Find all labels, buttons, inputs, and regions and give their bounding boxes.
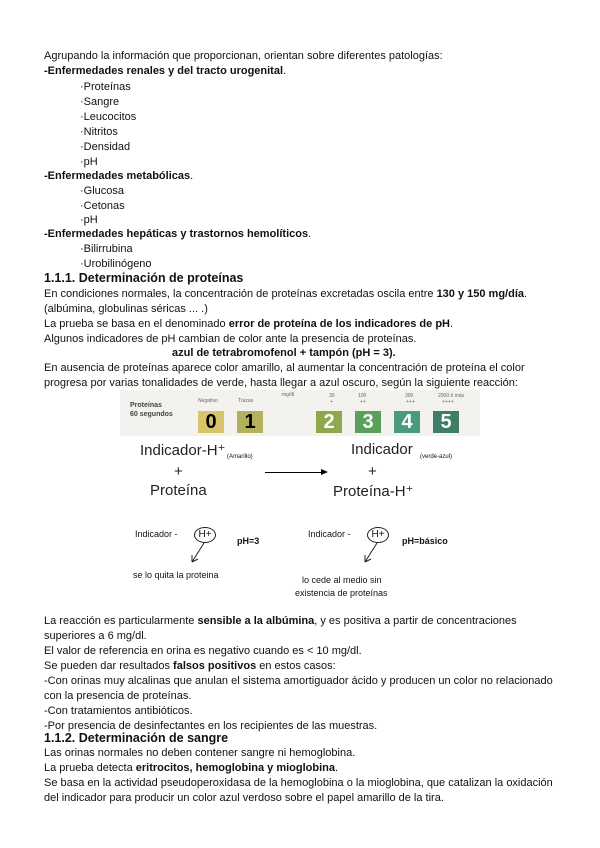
scale-label: 2000 ó más (438, 393, 465, 399)
down-arrow-icon (361, 542, 381, 566)
list-item: ·Proteínas (80, 81, 131, 93)
paragraph: -Por presencia de desinfectantes en los recipientes de las muestras. (44, 720, 378, 732)
paragraph: -Con tratamientos antibióticos. (44, 705, 193, 717)
figure-label: Proteínas (130, 402, 162, 409)
scale-label: Negativo (198, 398, 218, 404)
down-arrow-icon (188, 542, 208, 566)
figure-label: 60 segundos (130, 411, 173, 418)
color-swatch: 1 (237, 411, 263, 433)
paragraph: progresa por varias tonalidades de verde, hasta llegar a azul oscuro, según la siguiente reacción: (44, 377, 518, 389)
indicator-label: Indicador - (308, 529, 351, 539)
color-swatch: 0 (198, 411, 224, 433)
proton-circle: H+ (367, 527, 389, 543)
scale-label: 300 (405, 393, 414, 399)
list-item: ·Cetonas (80, 200, 125, 212)
list-item: ·Urobilinógeno (80, 258, 152, 270)
scale-sub: ++++ (442, 399, 454, 405)
reagent-formula: azul de tetrabromofenol + tampón (pH = 3). (172, 347, 396, 359)
paragraph: En ausencia de proteínas aparece color amarillo, al aumentar la concentración de proteína el color (44, 362, 525, 374)
figure-note: se lo quita la proteina (133, 570, 219, 580)
list-item: ·Sangre (80, 96, 120, 108)
intro-text: Agrupando la información que proporcionan, orientan sobre diferentes patologías: (44, 50, 443, 62)
paragraph: La prueba se basa en el denominado error de proteína de los indicadores de pH. (44, 318, 454, 330)
arrow-head-icon (321, 469, 328, 475)
paragraph: Se basa en la actividad pseudoperoxidasa de la hemoglobina o la mioglobina, que catalizan la oxidación (44, 777, 553, 789)
scale-sub: + (330, 399, 333, 405)
list-item: ·Bilirrubina (80, 243, 133, 255)
color-swatch: 3 (355, 411, 381, 433)
figure-note: existencia de proteínas (295, 588, 388, 598)
scale-label: Trazas (238, 398, 254, 404)
proton-circle: H+ (194, 527, 216, 543)
paragraph: con la presencia de proteínas. (44, 690, 192, 702)
color-swatch: 4 (394, 411, 420, 433)
paragraph: Se pueden dar resultados falsos positivos en estos casos: (44, 660, 336, 672)
paragraph: Algunos indicadores de pH cambian de color ante la presencia de proteínas. (44, 333, 417, 345)
group-title: -Enfermedades metabólicas. (44, 170, 194, 182)
group-title: -Enfermedades renales y del tracto urogenital. (44, 65, 287, 77)
reaction-arrow (265, 472, 323, 473)
color-note: (verde-azul) (420, 454, 453, 460)
color-swatch: 5 (433, 411, 459, 433)
ph-label: pH=básico (402, 536, 448, 546)
paragraph: Las orinas normales no deben contener sangre ni hemoglobina. (44, 747, 356, 759)
paragraph: La prueba detecta eritrocitos, hemoglobina y mioglobina. (44, 762, 339, 774)
ph-label: pH=3 (237, 536, 260, 546)
unit-label: mg/dl (282, 392, 295, 398)
paragraph: En condiciones normales, la concentración de proteínas excretadas oscila entre 130 y 150 mg/día. (44, 288, 528, 300)
list-item: ·Glucosa (80, 185, 125, 197)
color-swatch: 2 (316, 411, 342, 433)
paragraph: (albúmina, globulinas séricas ... .) (44, 303, 208, 315)
scale-label: 100 (358, 393, 367, 399)
list-item: ·Nitritos (80, 126, 118, 138)
paragraph: del indicador para producir un color azul verdoso sobre el papel amarillo de la tira. (44, 792, 444, 804)
color-note: (Amarillo) (227, 454, 253, 460)
plus-sign: + (368, 463, 377, 480)
reactant-label: Proteína (150, 482, 207, 499)
scale-label: 30 (329, 393, 335, 399)
indicator-label: Indicador - (135, 529, 178, 539)
paragraph: El valor de referencia en orina es negativo cuando es < 10 mg/dl. (44, 645, 362, 657)
paragraph: La reacción es particularmente sensible a la albúmina, y es positiva a partir de concentraciones (44, 615, 517, 627)
list-item: ·pH (80, 214, 98, 226)
list-item: ·Leucocitos (80, 111, 137, 123)
protein-reaction-figure (120, 390, 480, 610)
scale-sub: +++ (406, 399, 415, 405)
product-label: Indicador (351, 441, 413, 458)
section-heading: 1.1.2. Determinación de sangre (44, 731, 229, 745)
paragraph: superiores a 6 mg/dl. (44, 630, 147, 642)
scale-sub: ++ (360, 399, 366, 405)
plus-sign: + (174, 463, 183, 480)
figure-note: lo cede al medio sin (302, 575, 382, 585)
product-label: Proteína-H⁺ (333, 483, 414, 500)
list-item: ·Densidad (80, 141, 131, 153)
paragraph: -Con orinas muy alcalinas que anulan el sistema amortiguador ácido y producen un color no relacionado (44, 675, 553, 687)
list-item: ·pH (80, 156, 98, 168)
reactant-label: Indicador-H⁺ (140, 442, 226, 459)
section-heading: 1.1.1. Determinación de proteínas (44, 271, 244, 285)
group-title: -Enfermedades hepáticas y trastornos hemolíticos. (44, 228, 312, 240)
